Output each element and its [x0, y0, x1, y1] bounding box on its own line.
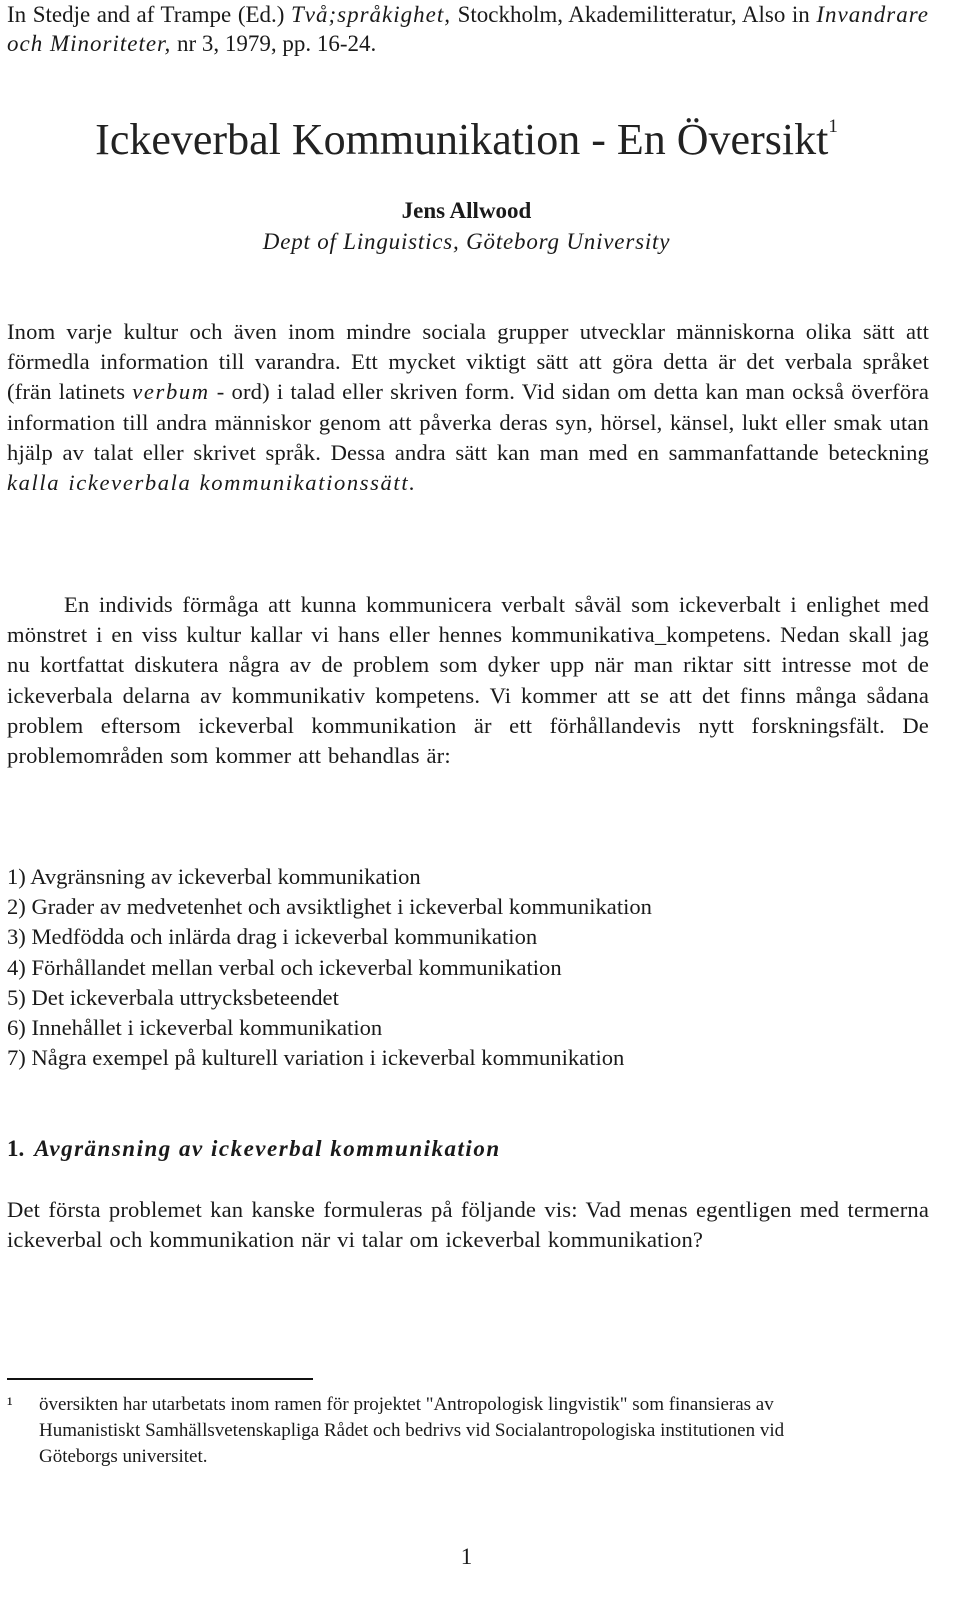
author-name: Jens Allwood: [401, 198, 532, 223]
list-item: 6) Innehållet i ickeverbal kommunikation: [7, 1015, 383, 1041]
intro-paragraph-1: [7, 317, 929, 498]
verbum-term: verbum: [132, 379, 210, 405]
list-item: 2) Grader av medvetenhet och avsiktlighet i ickeverbal kommunikation: [7, 894, 652, 920]
section-title: Avgränsning av ickeverbal kommunikation: [34, 1136, 501, 1161]
list-item: 7) Några exempel på kulturell variation i ickeverbal kommunikation: [7, 1045, 625, 1071]
source-citation: [7, 0, 929, 58]
section-heading: [7, 1134, 501, 1164]
page-number: 1: [460, 1544, 473, 1569]
footnote-marker: ¹: [7, 1394, 13, 1415]
list-item: 4) Förhållandet mellan verbal och ickeverbal kommunikation: [7, 954, 562, 980]
title-footnote-marker: 1: [828, 116, 838, 138]
list-item: 3) Medfödda och inlärda drag i ickeverbal kommunikation: [7, 924, 538, 950]
citation-series-title: Invandrare och Minoriteter,: [7, 2, 929, 56]
citation-book-title: Två;språkighet,: [291, 2, 452, 27]
topic-list: [7, 862, 652, 1073]
list-item: 5) Det ickeverbala uttrycksbeteendet: [7, 984, 339, 1010]
citation-text-2: Stockholm, Akademilitteratur, Also in: [451, 2, 817, 27]
footnote-divider: [7, 1378, 313, 1380]
citation-text-1: In Stedje and af Trampe (Ed.): [7, 2, 291, 27]
author-affiliation: Dept of Linguistics, Göteborg University: [262, 229, 671, 254]
footnote: [7, 1392, 867, 1470]
intro-paragraph-2: En individs förmåga att kunna kommunicera verbalt såväl som ickeverbalt i enlighet med mönstret i en viss kultur kallar vi hans eller hennes kommunikativa_kompetens. Nedan skall jag nu kortfattat diskutera några av de problem som dyker upp när man riktar sitt intresse mot de ickeverbala delarna av kommunikativ kompetens. Vi kommer att se att det finns många sådana problem eftersom ickeverbal kommunikation är ett förhållandevis nytt forskningsfält. De problemområden som kommer att behandlas är:: [7, 592, 929, 769]
section-paragraph: Det första problemet kan kanske formuleras på följande vis: Vad menas egentligen med termerna ickeverbal och kommunikation när vi talar om ickeverbal kommunikation?: [7, 1197, 929, 1253]
footnote-text: översikten har utarbetats inom ramen för projektet "Antropologisk lingvistik" som finansieras av Humanistiskt Samhällsvetenskapliga Rådet och bedrivs vid Socialantropologiska institutionen vid Göteborgs universitet.: [39, 1394, 785, 1467]
intro-text-b: - ord) i talad eller skriven form. Vid sidan om detta kan man också överföra information till andra människor genom att påverka deras syn, hörsel, känsel, lukt eller smak utan hjälp av talat eller skrivet språk. Dessa andra sätt kan man med en sammanfattande beteckning: [7, 379, 930, 465]
citation-text-3: nr 3, 1979, pp. 16-24.: [171, 31, 377, 56]
article-title-text: Ickeverbal Kommunikation - En Översikt: [95, 115, 829, 164]
section-number: 1.: [7, 1136, 25, 1161]
key-term: kalla ickeverbala kommunikationssätt.: [7, 470, 417, 496]
intro-text-a: Inom varje kultur och även inom mindre sociala grupper utvecklar människorna olika sätt att förmedla information till varandra. Ett mycket viktigt sätt att göra detta är det verbala språket (frän latinets: [7, 319, 929, 405]
article-title: [0, 113, 933, 167]
list-item: 1) Avgränsning av ickeverbal kommunikation: [7, 864, 421, 889]
